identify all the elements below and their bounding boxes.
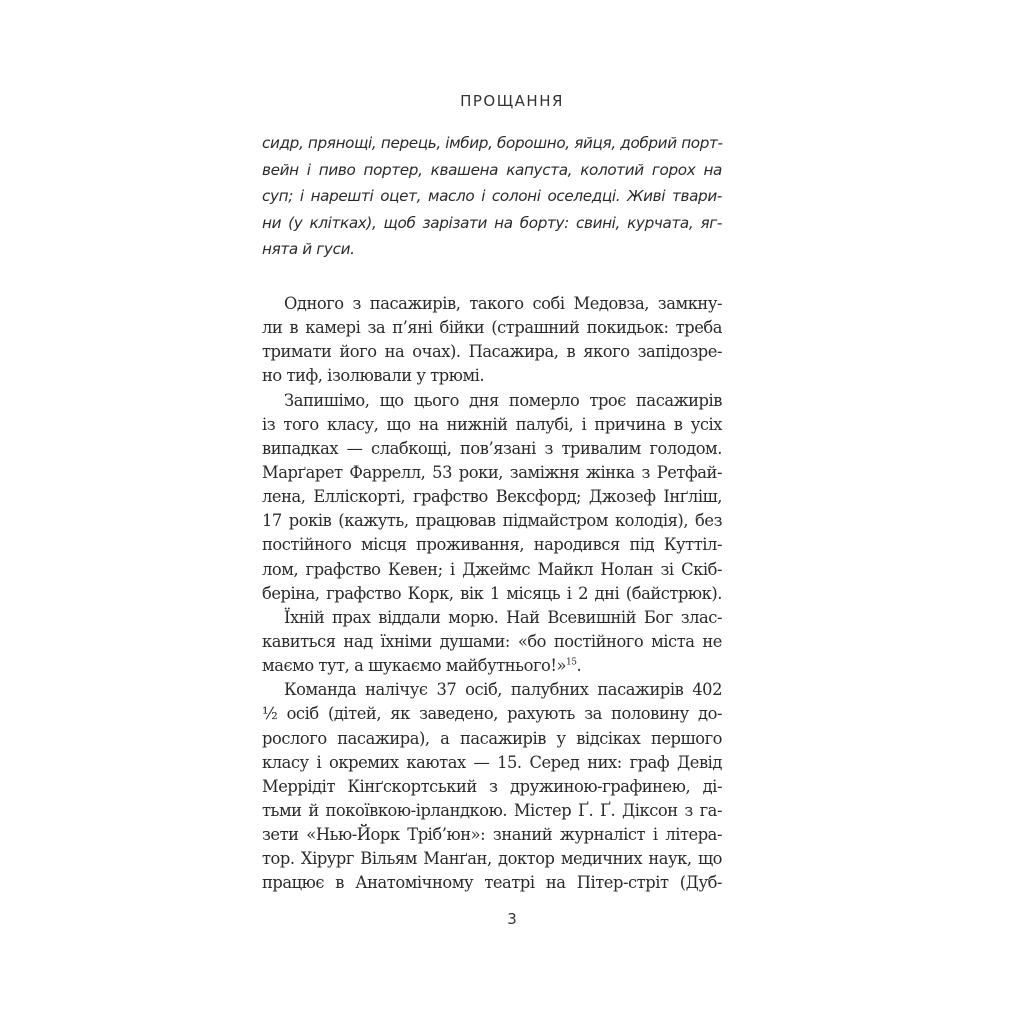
text-line: зети «Нью-Йорк Тріб’юн»: знаний журналіст і літера-: [262, 825, 722, 845]
page-number: 3: [507, 910, 517, 928]
text-line: працює в Анатомічному театрі на Пітер-стріт (Дуб-: [262, 873, 722, 893]
footnote-ref: 15: [565, 657, 577, 668]
body-text: [262, 292, 722, 896]
running-header: ПРОЩАННЯ: [460, 92, 564, 110]
text-line: Одного з пасажирів, такого собі Медовза, замкну-: [284, 294, 722, 313]
text-line: сидр, прянощі, перець, імбир, борошно, яйця, добрий порт-: [262, 134, 723, 152]
text-line: ли в камері за п’яні бійки (страшний покидьок: треба: [262, 318, 722, 338]
text-line: ½ осіб (дітей, як заведено, рахують за половину до-: [262, 704, 722, 724]
text-line: ни (у клітках), щоб зарізати на борту: свині, курчата, яг-: [262, 213, 722, 232]
text-line: тор. Хірург Вільям Манґан, доктор медичних наук, що: [262, 849, 722, 869]
text-line: кавиться над їхніми душами: «бо постійного міста не: [262, 631, 722, 651]
text-line: класу і окремих каютах — 15. Серед них: граф Девід: [262, 752, 722, 772]
text-line: тьми й покоївкою-ірландкою. Містер Ґ. Ґ. Діксон з га-: [262, 800, 722, 820]
text-line: 17 років (кажуть, працював підмайстром колодія), без: [262, 511, 722, 531]
text-line: Запишімо, що цього дня померло троє пасажирів: [284, 390, 722, 410]
text-line: [262, 654, 722, 678]
text-line: нята й гуси.: [262, 240, 355, 259]
text-line: Їхній прах віддали морю. Най Всевишній Бог злас-: [284, 607, 722, 627]
text-line: лом, графство Кевен; і Джеймс Майкл Нолан зі Скіб-: [262, 559, 722, 579]
text-line: Команда налічує 37 осіб, палубних пасажирів 402: [284, 680, 722, 700]
text-line: вейн і пиво портер, квашена капуста, колотий горох на: [262, 160, 722, 179]
text-line: но тиф, ізолювали у трюмі.: [262, 366, 485, 386]
text-line: лена, Еллiскорті, графство Вексфорд; Джозеф Інґліш,: [262, 487, 722, 507]
text-line: беріна, графство Корк, вік 1 місяць і 2 дні (байстрюк).: [262, 583, 722, 603]
text-line: суп; і нарешті оцет, масло і солоні оселедці. Живі твари-: [262, 187, 722, 206]
text-line: Марґарет Фаррелл, 53 роки, заміжня жінка з Ретфай-: [262, 462, 722, 482]
line-end-punct: .: [576, 656, 582, 676]
text-line: тримати його на очах). Пасажира, в якого запідозре-: [262, 342, 722, 362]
italic-list-paragraph: [262, 130, 722, 263]
text-line: рослого пасажира), а пасажирів у відсіках першого: [262, 728, 722, 748]
line-text: маємо тут, а шукаємо майбутнього!»: [262, 656, 566, 676]
text-line: із того класу, що на нижній палубі, і причина в усіх: [262, 414, 722, 434]
text-line: випадках — слабкощі, пов’язані з тривалим голодом.: [262, 438, 722, 458]
text-line: постійного місця проживання, народився під Куттіл-: [262, 535, 722, 555]
text-line: Меррідіт Кінґскортський з дружиною-графинею, ді-: [262, 776, 722, 796]
